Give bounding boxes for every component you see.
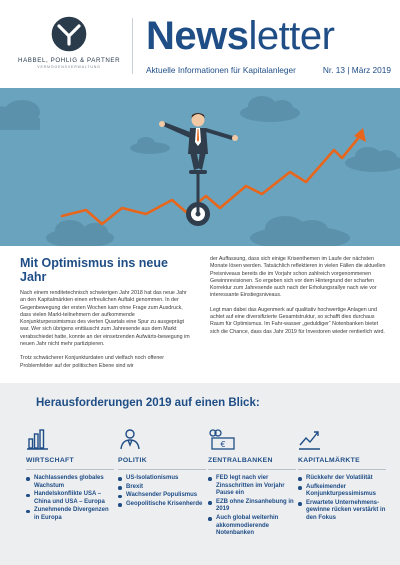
title-light: letter	[248, 14, 335, 58]
cloud-icon	[130, 137, 170, 154]
cloud-icon	[0, 100, 40, 130]
challenge-item: Zunehmende Divergenzen in Europa	[26, 507, 114, 522]
challenge-item: Rückkehr der Volatilität	[298, 475, 386, 483]
challenge-heading: KAPITALMÄRKTE	[298, 457, 386, 470]
challenge-item: Aufkeimender Konjunkturpessimismus	[298, 484, 386, 499]
challenge-item: Geopolitische Krisenherde	[118, 501, 206, 509]
article-paragraph: Nach einem renditetechnisch schwierigen Jahr 2018 hat das neue Jahr an den Kapitalmärkten einen erfreulichen Auftakt genommen. In der Gegenbewegung der ersten Wochen kam ohne Frage zum Ausdruck, dass vielen Markt-teilnehmern der aufkommende Konjunkturpessimismus des vierten Quartals eine Spur zu ausgeprägt war. Wer sich übrigens enttäuscht zum Jahresende aus dem Markt verabschiedet hatte, konnte an der einsetzenden Aufwärts-bewegung im neuen Jahr nicht mehr partizipieren.	[20, 290, 190, 348]
challenge-column-wirtschaft	[26, 427, 114, 524]
header-divider	[132, 18, 133, 74]
challenges-columns	[26, 427, 391, 557]
rising-chart-line	[62, 136, 360, 224]
issue-number: Nr. 13 | März 2019	[322, 65, 391, 75]
company-subtitle: VERMÖGENSVERWALTUNG	[37, 65, 101, 69]
market-trend-icon	[298, 427, 386, 453]
cloud-icon	[250, 216, 350, 246]
svg-text:€: €	[220, 440, 226, 449]
company-name: HABBEL, POHLIG & PARTNER	[18, 57, 121, 64]
challenges-panel	[0, 383, 400, 565]
businessman-figure	[159, 113, 238, 170]
article-paragraph: Trotz schwächerer Konjunkturdaten und vielfach noch offener Problemfelder auf der politischen Ebene sind wir	[20, 355, 164, 369]
central-bank-icon	[208, 427, 296, 453]
challenge-item: Handelskonflikte USA – China und USA – Europa	[26, 491, 114, 506]
article-column-1	[20, 256, 192, 377]
bar-chart-icon	[26, 427, 114, 453]
challenge-heading: ZENTRALBANKEN	[208, 457, 296, 470]
newsletter-title	[146, 14, 391, 58]
article-paragraph: der Auffassung, dass sich einige Krisenthemen im Laufe der nächsten Monate lösen werden. Tatsächlich reflektieren in vielen Fällen die aktuellen Preisniveaus bereits die im Vorjahr schon zahlreich vorgenommenen Gewinnrevisionen. So ergeben sich vor dem Hintergrund der scharfen Korrektur zum Jahresende auch nach der Erholungsrallye nach wie vor interessante Einstiegsniveaus.	[210, 256, 386, 299]
cloud-icon	[240, 96, 300, 122]
masthead-subtitle: Aktuelle Informationen für Kapitalanleger	[146, 65, 296, 75]
article-title: Mit Optimismus ins neue Jahr	[20, 256, 168, 284]
newsletter-header	[0, 0, 400, 88]
challenge-item: Nachlassendes globales Wachstum	[26, 475, 114, 490]
cloud-icon	[345, 147, 400, 172]
article	[20, 256, 392, 381]
challenge-item: Auch global weiterhin akkommodierende Notenbanken	[208, 515, 296, 538]
challenge-column-zentralbanken	[208, 427, 296, 539]
challenge-item: EZB ohne Zinsanhebung in 2019	[208, 499, 296, 514]
challenge-item: Brexit	[118, 484, 206, 492]
challenge-heading: POLITIK	[118, 457, 206, 470]
challenge-column-politik	[118, 427, 206, 509]
challenges-title: Herausforderungen 2019 auf einen Blick:	[36, 397, 260, 409]
challenge-heading: WIRTSCHAFT	[26, 457, 114, 470]
masthead-subline	[146, 65, 391, 75]
challenge-item: FED legt nach vier Zinsschritten im Vorjahr Pause ein	[208, 475, 296, 498]
company-logo	[18, 14, 120, 69]
title-bold: News	[146, 14, 249, 58]
challenge-item: Wachsender Populismus	[118, 492, 206, 500]
article-column-2	[210, 256, 386, 343]
challenge-item: Erwartete Unternehmens-gewinne rücken verstärkt in den Fokus	[298, 500, 386, 523]
company-logo-mark-icon	[49, 14, 89, 54]
politician-icon	[118, 427, 206, 453]
unicycle-businessman-illustration	[0, 88, 400, 246]
article-paragraph: Legt man dabei das Augenmerk auf qualitativ hochwertige Anlagen und achtet auf eine diversifizierte Gesamtstruktur, so schafft dies durchaus Raum für Optimismus. Im Fahr-wasser „geduldiger“ Notenbanken bietet sich die Chance, dass das Jahr 2019 für Investoren wieder rentierlich wird.	[210, 306, 385, 335]
challenge-column-kapitalmaerkte	[298, 427, 386, 524]
hero-illustration	[0, 88, 400, 246]
masthead	[146, 14, 391, 75]
challenge-item: US-Isolationismus	[118, 475, 206, 483]
